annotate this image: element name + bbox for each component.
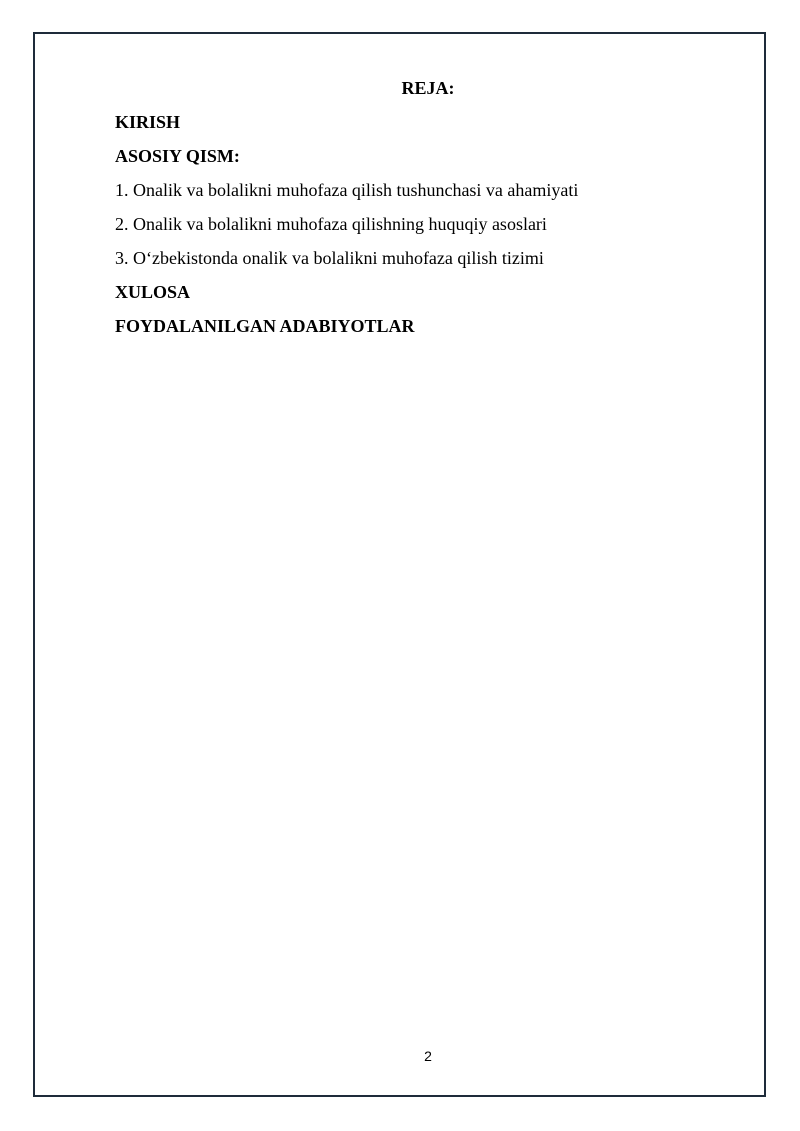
plan-item-3: 3. O‘zbekistonda onalik va bolalikni muhofaza qilish tizimi [115, 248, 544, 268]
plan-item-2: 2. Onalik va bolalikni muhofaza qilishning huquqiy asoslari [115, 214, 547, 234]
section-references: FOYDALANILGAN ADABIYOTLAR [115, 316, 415, 336]
section-introduction: KIRISH [115, 112, 181, 132]
plan-title: REJA: [401, 78, 455, 98]
section-main-part: ASOSIY QISM: [115, 146, 240, 166]
page-number: 2 [424, 1048, 432, 1064]
plan-item-1: 1. Onalik va bolalikni muhofaza qilish tushunchasi va ahamiyati [115, 180, 579, 200]
section-conclusion: XULOSA [115, 282, 191, 302]
